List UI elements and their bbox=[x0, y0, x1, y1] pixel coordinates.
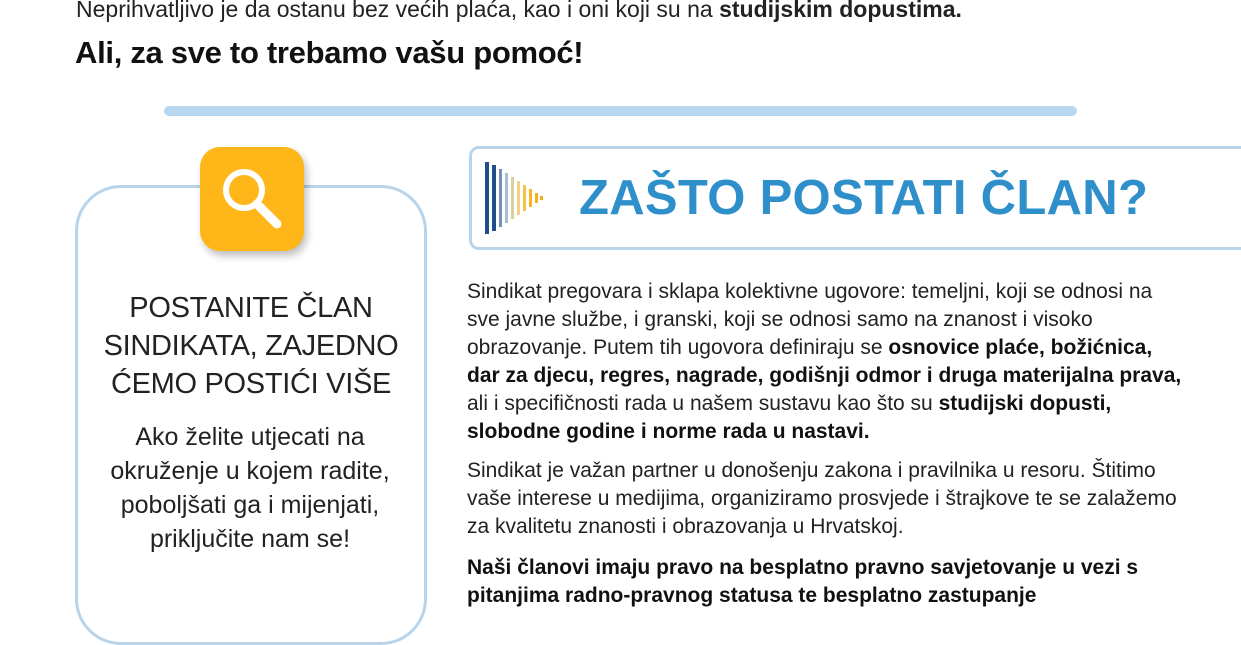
search-icon bbox=[217, 164, 287, 234]
paragraph-legal: Naši članovi imaju pravo na besplatno pravno savjetovanje u vezi s pitanjima radno-pravnog statusa te besplatno zastupanje bbox=[467, 556, 1139, 607]
banner-stripes-icon bbox=[485, 162, 547, 234]
intro-line-bold: studijskim dopustima. bbox=[719, 0, 962, 22]
headline: Ali, za sve to trebamo vašu pomoć! bbox=[75, 35, 584, 70]
intro-line bbox=[76, 0, 962, 24]
search-badge bbox=[200, 147, 304, 251]
paragraph-agreements-text: Sindikat pregovara i sklapa kolektivne ugovore: temeljni, koji se odnosi na sve javne službe, i granski, koji se odnosi samo na znanost i visoko obrazovanje. Putem tih ugovora definiraju se bbox=[467, 280, 1153, 359]
paragraph-agreements-text-2: ali i specifičnosti rada u našem sustavu kao što su bbox=[467, 392, 939, 415]
section-title: ZAŠTO POSTATI ČLAN? bbox=[579, 171, 1149, 225]
card-title: POSTANITE ČLAN SINDIKATA, ZAJEDNO ĆEMO POSTIĆI VIŠE bbox=[103, 292, 399, 400]
join-card bbox=[75, 185, 427, 645]
paragraph-agreements-bold: osnovice plaće, božićnica, dar za djecu, regres, nagrade, godišnji odmor i druga materijalna prava, bbox=[467, 336, 1182, 387]
card-text: Ako želite utjecati na okruženje u kojem radite, poboljšati ga i mijenjati, priključite nam se! bbox=[110, 423, 390, 553]
section-divider bbox=[164, 106, 1077, 116]
paragraph-partner: Sindikat je važan partner u donošenju zakona i pravilnika u resoru. Štitimo vaše interese u medijima, organiziramo prosvjede i štrajkove te se zalažemo za kvalitetu znanosti i obrazovanja u Hrvatskoj. bbox=[467, 459, 1177, 538]
paragraph-agreements bbox=[467, 278, 1187, 446]
intro-line-text: Neprihvatljivo je da ostanu bez većih plaća, kao i oni koji su na bbox=[76, 0, 720, 22]
paragraph-agreements-bold-2: studijski dopusti, slobodne godine i norme rada u nastavi. bbox=[467, 392, 1112, 443]
